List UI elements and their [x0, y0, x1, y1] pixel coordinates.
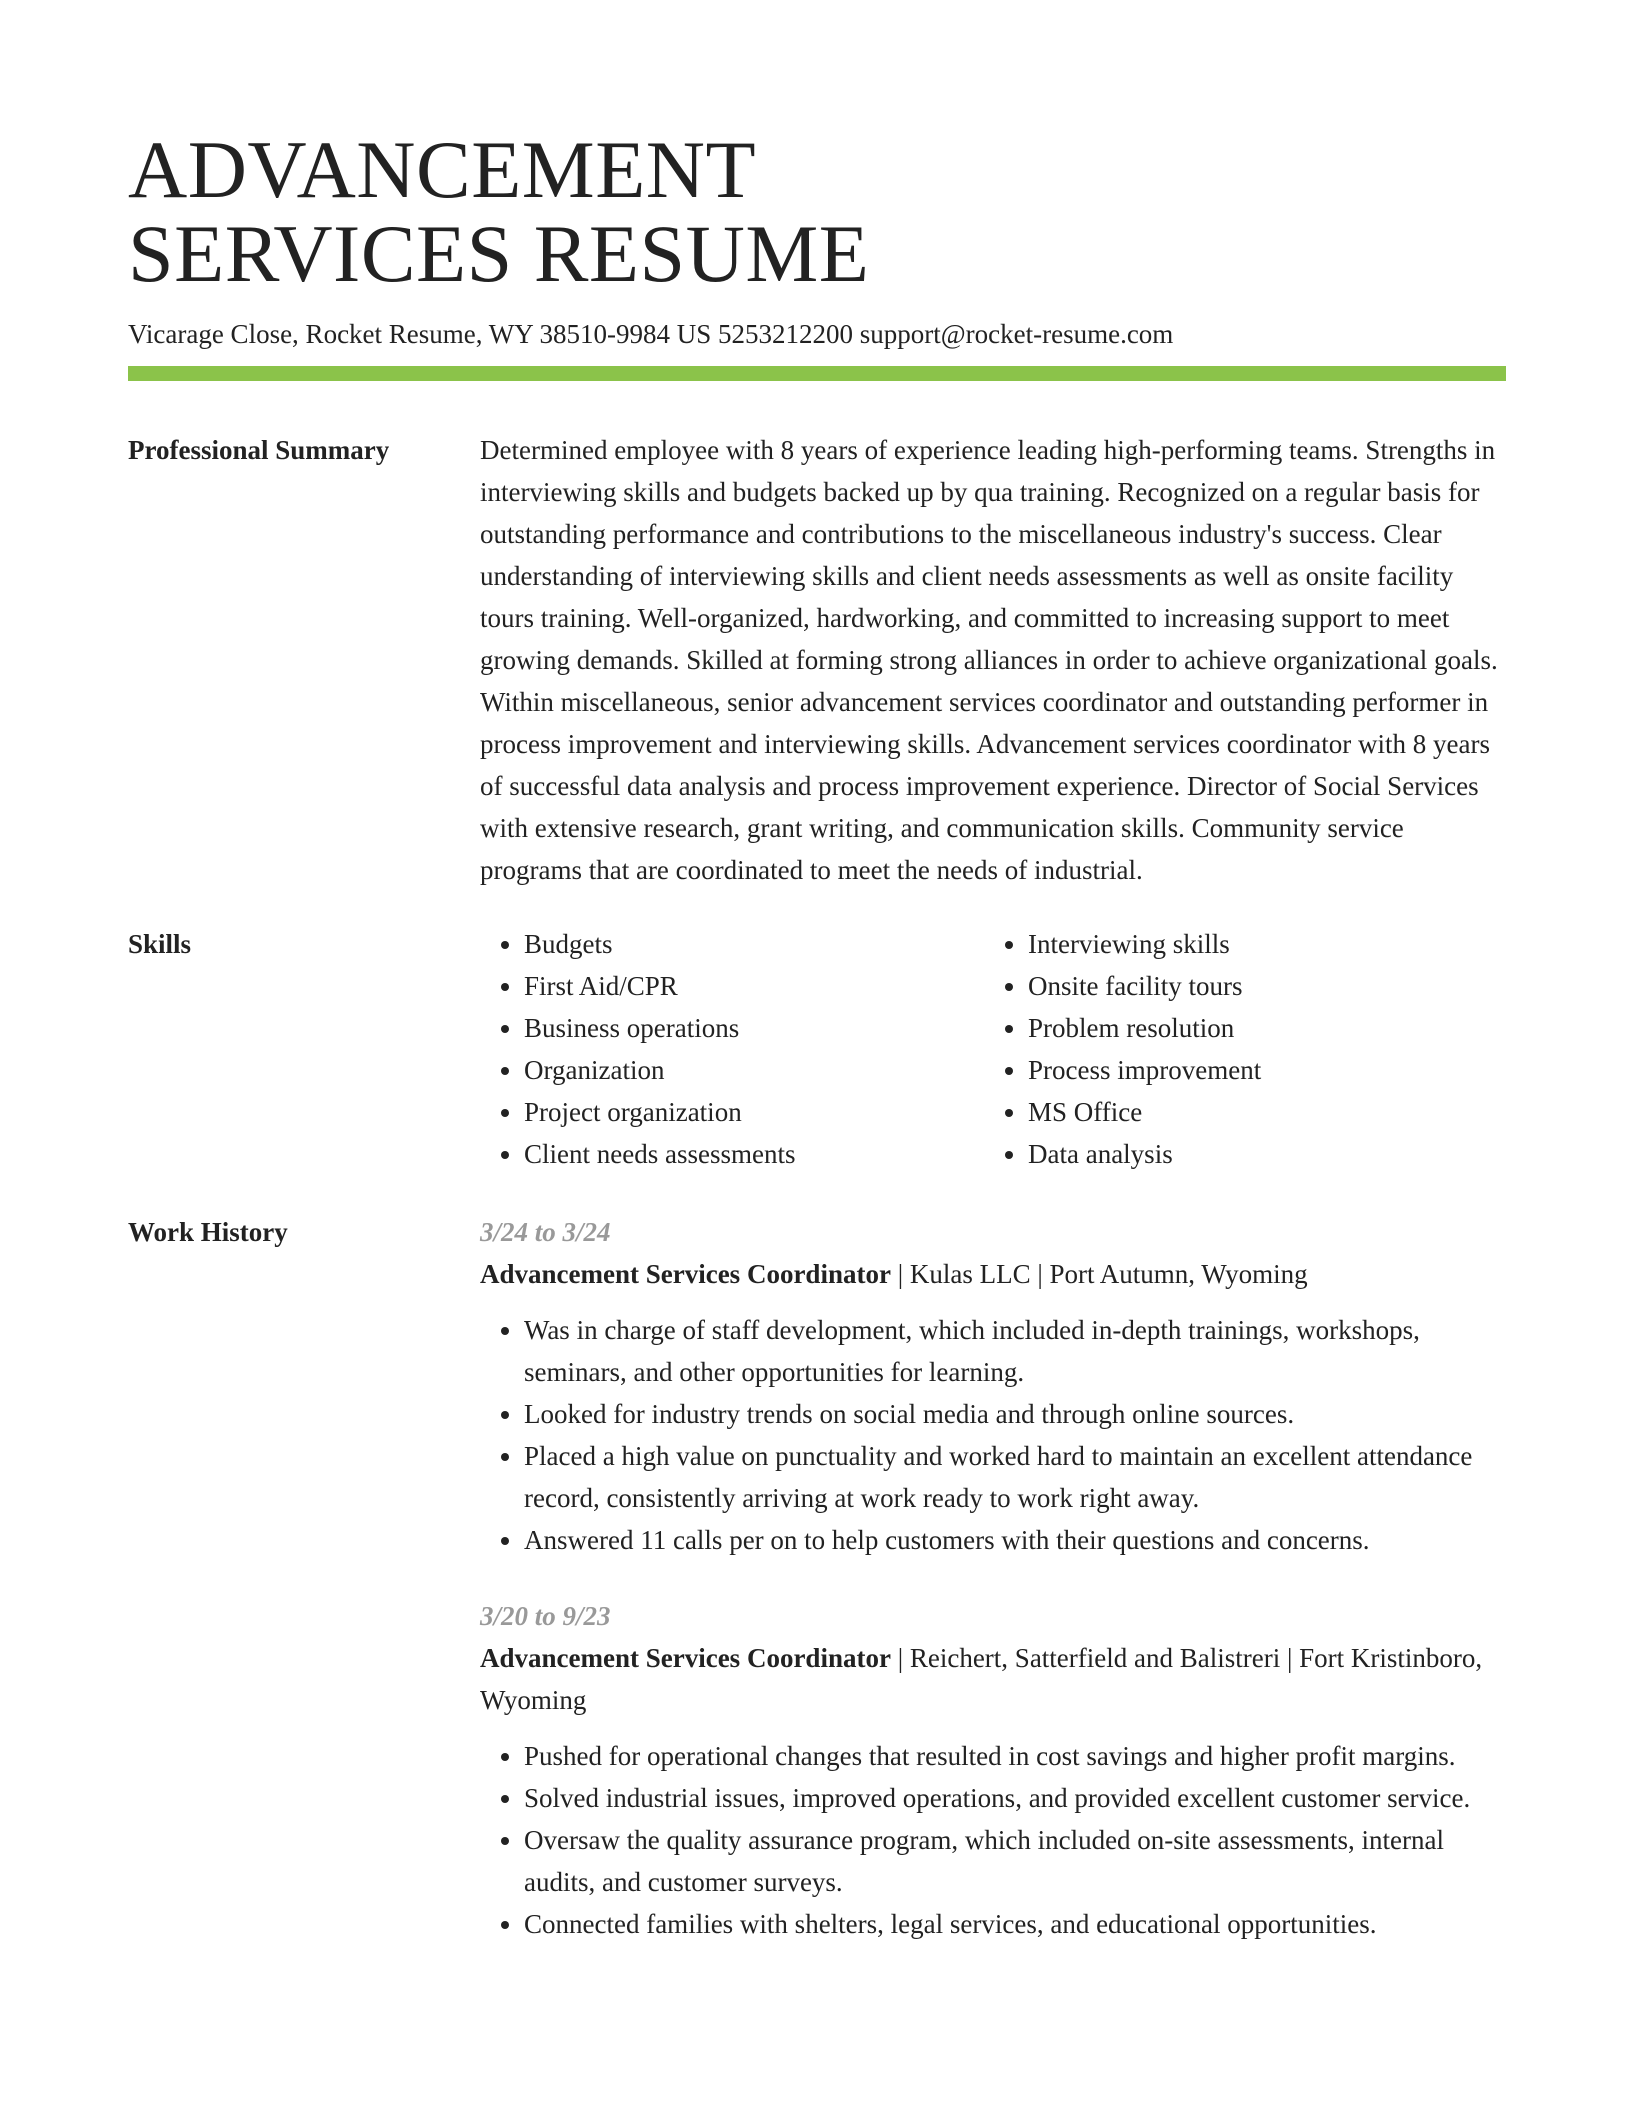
skills-heading: Skills — [128, 929, 192, 959]
job-bullets — [480, 1735, 1506, 1945]
work-history-section — [128, 1211, 1506, 1945]
job-heading — [480, 1637, 1506, 1721]
skill-item: • Project organization — [524, 1091, 984, 1133]
skill-item: • Interviewing skills — [1028, 923, 1261, 965]
resume-page — [128, 124, 1506, 1945]
summary-heading: Professional Summary — [128, 435, 390, 465]
job-entry — [480, 1595, 1506, 1945]
skills-grid — [480, 923, 1506, 1175]
skills-list-left — [480, 923, 984, 1175]
job-bullet: • Looked for industry trends on social media and through online sources. — [524, 1393, 1506, 1435]
resume-title — [128, 124, 1506, 299]
job-bullet: • Solved industrial issues, improved operations, and provided excellent customer service. — [524, 1777, 1506, 1819]
job-details: | Kulas LLC | Port Autumn, Wyoming — [890, 1259, 1308, 1289]
skill-item: • Budgets — [524, 923, 984, 965]
skills-body — [480, 923, 1506, 1175]
skills-section — [128, 923, 1506, 1175]
job-dates: 3/20 to 9/23 — [480, 1601, 611, 1631]
job-bullet: • Answered 11 calls per on to help customers with their questions and concerns. — [524, 1519, 1506, 1561]
work-history-body — [480, 1211, 1506, 1945]
skills-list-right — [984, 923, 1261, 1175]
job-bullet: • Placed a high value on punctuality and worked hard to maintain an excellent attendance record, consistently arriving at work ready to work right away. — [524, 1435, 1506, 1519]
skill-item: • Organization — [524, 1049, 984, 1091]
contact-line — [128, 316, 1506, 352]
job-bullet: • Was in charge of staff development, which included in-depth trainings, workshops, seminars, and other opportunities for learning. — [524, 1309, 1506, 1393]
skill-item: • Onsite facility tours — [1028, 965, 1261, 1007]
job-heading — [480, 1253, 1506, 1295]
job-bullet: • Pushed for operational changes that resulted in cost savings and higher profit margins. — [524, 1735, 1506, 1777]
job-title: Advancement Services Coordinator — [480, 1259, 891, 1289]
job-bullets — [480, 1309, 1506, 1561]
title-line-2: SERVICES RESUME — [128, 208, 870, 299]
summary-section — [128, 429, 1506, 891]
summary-text: Determined employee with 8 years of experience leading high-performing teams. Strengths in interviewing skills and budgets backed up by qua training. Recognized on a regular basis for outstanding performance and contributions to the miscellaneous industry's success. Clear understanding of interviewing skills and client needs assessments as well as onsite facility tours training. Well-organized, hardworking, and committed to increasing support to meet growing demands. Skilled at forming strong alliances in order to achieve organizational goals. Within miscellaneous, senior advancement services coordinator and outstanding performer in process improvement and interviewing skills. Advancement services coordinator with 8 years of successful data analysis and process improvement experience. Director of Social Services with extensive research, grant writing, and communication skills. Community service programs that are coordinated to meet the needs of industrial. — [480, 435, 1498, 885]
contact-email: support@rocket-resume.com — [859, 319, 1174, 349]
accent-divider — [128, 366, 1506, 381]
job-bullet: • Oversaw the quality assurance program, which included on-site assessments, internal audits, and customer surveys. — [524, 1819, 1506, 1903]
skill-item: • Data analysis — [1028, 1133, 1261, 1175]
skill-item: • Problem resolution — [1028, 1007, 1261, 1049]
job-bullet: • Connected families with shelters, legal services, and educational opportunities. — [524, 1903, 1506, 1945]
skill-item: • Client needs assessments — [524, 1133, 984, 1175]
skill-item: • First Aid/CPR — [524, 965, 984, 1007]
job-dates: 3/24 to 3/24 — [480, 1217, 611, 1247]
work-history-heading: Work History — [128, 1217, 288, 1247]
skill-item: • Business operations — [524, 1007, 984, 1049]
job-details: | Reichert, Satterfield and Balistreri | Fort Kristinboro, Wyoming — [480, 1643, 1483, 1715]
skill-item: • Process improvement — [1028, 1049, 1261, 1091]
job-entry — [480, 1211, 1506, 1561]
title-line-1: ADVANCEMENT — [128, 124, 757, 215]
skill-item: • MS Office — [1028, 1091, 1261, 1133]
job-title: Advancement Services Coordinator — [480, 1643, 891, 1673]
contact-phone: 5253212200 — [718, 319, 854, 349]
contact-address: Vicarage Close, Rocket Resume, WY 38510-9984 US — [128, 319, 712, 349]
